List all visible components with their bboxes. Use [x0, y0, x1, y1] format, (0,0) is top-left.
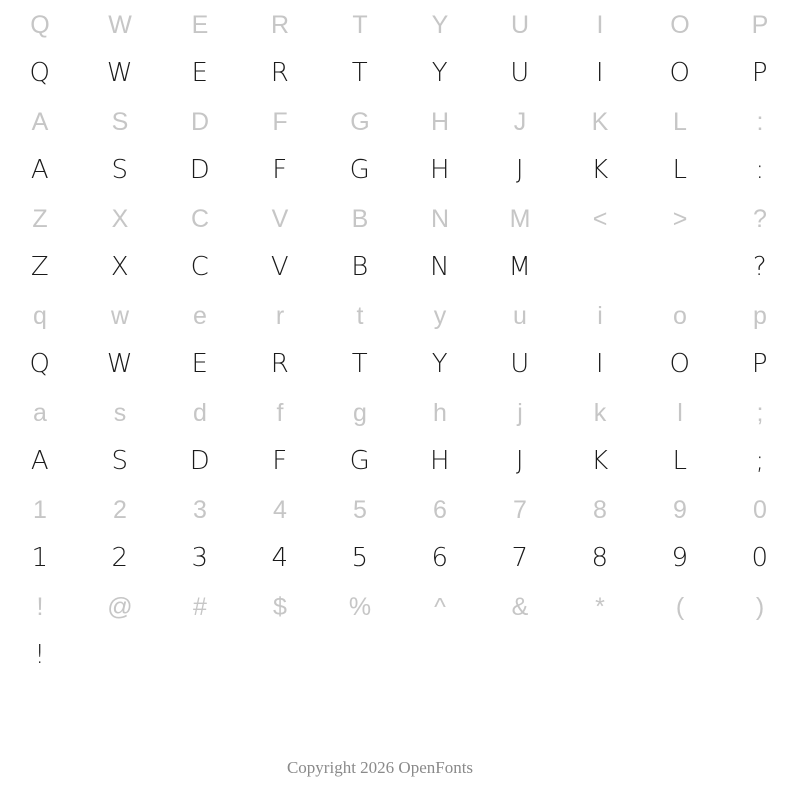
key-label: *	[595, 593, 605, 621]
glyph-cell: X	[110, 252, 130, 282]
key-label: R	[270, 11, 290, 39]
glyph-cell: M	[508, 252, 532, 282]
copyright-notice: Copyright 2026 OpenFonts	[286, 758, 474, 777]
key-label: l	[677, 399, 683, 427]
key-label: 3	[193, 496, 207, 524]
key-label-row	[0, 291, 800, 341]
key-label: F	[272, 108, 288, 136]
glyph-cell: 1	[31, 543, 49, 573]
key-label: ;	[756, 399, 764, 427]
key-label: H	[430, 108, 450, 136]
key-label-row	[0, 194, 800, 244]
key-label: M	[509, 205, 531, 233]
key-label: p	[753, 302, 767, 330]
glyph-cell: A	[30, 155, 50, 185]
key-label: &	[511, 593, 529, 621]
glyph-cell: O	[669, 58, 691, 88]
glyph-cell: L	[672, 446, 688, 476]
glyph-cell: A	[30, 446, 50, 476]
key-label: h	[433, 399, 447, 427]
glyph-cell: E	[191, 349, 209, 379]
key-label: A	[31, 108, 49, 136]
glyph-cell: :	[755, 155, 765, 185]
glyph-cell: B	[351, 252, 369, 282]
glyph-cell: Q	[29, 349, 51, 379]
key-label: e	[193, 302, 207, 330]
key-label: k	[593, 399, 607, 427]
key-label: 2	[113, 496, 127, 524]
key-label: X	[111, 205, 129, 233]
key-label: g	[353, 399, 367, 427]
glyph-cell: G	[349, 155, 371, 185]
glyph-cell: H	[429, 155, 451, 185]
glyph-cell: K	[591, 446, 609, 476]
key-label: 6	[433, 496, 447, 524]
glyph-cell: 6	[431, 543, 449, 573]
key-label: V	[271, 205, 289, 233]
glyph-cell: 7	[511, 543, 529, 573]
glyph-cell: E	[191, 58, 209, 88]
key-label: w	[110, 302, 130, 330]
glyph-cell: H	[429, 446, 451, 476]
glyph-cell: V	[270, 252, 290, 282]
key-label: B	[351, 205, 369, 233]
glyph-block	[0, 194, 800, 291]
glyph-cell: ;	[755, 446, 765, 476]
glyph-cell: G	[349, 446, 371, 476]
key-label: %	[348, 593, 372, 621]
key-label: ^	[434, 593, 446, 621]
key-label: K	[591, 108, 609, 136]
glyph-cell: P	[751, 58, 769, 88]
glyph-cell: 2	[111, 543, 129, 573]
glyph-cell: S	[111, 155, 129, 185]
key-label: u	[513, 302, 527, 330]
glyph-cell: D	[189, 155, 211, 185]
key-label: L	[673, 108, 687, 136]
glyph-cell	[640, 244, 720, 291]
key-label: 8	[593, 496, 607, 524]
glyph-cell: 0	[751, 543, 769, 573]
key-label: I	[596, 11, 604, 39]
key-label: O	[670, 11, 690, 39]
key-label: (	[675, 593, 685, 621]
glyph-cell: J	[515, 446, 525, 476]
glyph-cell	[240, 632, 320, 679]
glyph-cell: !	[34, 640, 46, 670]
glyph-cell: L	[672, 155, 688, 185]
glyph-cell: S	[111, 446, 129, 476]
key-label-row	[0, 485, 800, 535]
key-label: J	[513, 108, 527, 136]
key-label: $	[273, 593, 287, 621]
glyph-block	[0, 0, 800, 97]
glyph-cell	[720, 632, 800, 679]
glyph-cell	[560, 244, 640, 291]
glyph-cell: W	[106, 349, 134, 379]
key-label: 5	[353, 496, 367, 524]
key-label-row	[0, 97, 800, 147]
key-label-row	[0, 0, 800, 50]
glyph-cell: O	[669, 349, 691, 379]
glyph-cell: T	[351, 58, 369, 88]
key-label: j	[517, 399, 523, 427]
glyph-cell	[560, 632, 640, 679]
key-label: 0	[753, 496, 767, 524]
key-label: ?	[753, 205, 767, 233]
glyph-row	[0, 147, 800, 194]
glyph-cell: R	[270, 58, 290, 88]
glyph-cell: 4	[271, 543, 289, 573]
key-label: N	[430, 205, 450, 233]
glyph-row	[0, 341, 800, 388]
key-label: y	[433, 302, 447, 330]
key-label: T	[352, 11, 368, 39]
key-label: D	[190, 108, 210, 136]
key-label: 9	[673, 496, 687, 524]
key-label: <	[592, 205, 608, 233]
key-label: 4	[273, 496, 287, 524]
key-label: !	[36, 593, 44, 621]
glyph-cell	[480, 632, 560, 679]
key-label: r	[275, 302, 285, 330]
glyph-row	[0, 438, 800, 485]
glyph-cell	[160, 632, 240, 679]
glyph-cell	[320, 632, 400, 679]
glyph-cell: ?	[752, 252, 768, 282]
glyph-cell: Q	[29, 58, 51, 88]
glyph-cell: F	[272, 446, 288, 476]
glyph-cell: K	[591, 155, 609, 185]
glyph-cell: 5	[351, 543, 369, 573]
glyph-block	[0, 291, 800, 388]
key-label: i	[597, 302, 603, 330]
key-label: Z	[32, 205, 48, 233]
key-label: #	[193, 593, 207, 621]
key-label: s	[113, 399, 127, 427]
glyph-cell: Y	[431, 58, 449, 88]
glyph-cell: R	[270, 349, 290, 379]
glyph-cell: F	[272, 155, 288, 185]
key-label: a	[33, 399, 47, 427]
glyph-cell: Z	[30, 252, 50, 282]
key-label: W	[108, 11, 132, 39]
glyph-cell: Y	[431, 349, 449, 379]
key-label-row	[0, 388, 800, 438]
glyph-cell: D	[189, 446, 211, 476]
glyph-cell: N	[430, 252, 450, 282]
glyph-cell: W	[106, 58, 134, 88]
glyph-cell	[400, 632, 480, 679]
key-label: d	[193, 399, 207, 427]
key-label: q	[33, 302, 47, 330]
key-label: C	[190, 205, 210, 233]
key-label: )	[755, 593, 765, 621]
key-label: t	[356, 302, 364, 330]
glyph-block	[0, 388, 800, 485]
glyph-cell: 3	[191, 543, 209, 573]
key-label: P	[751, 11, 769, 39]
glyph-cell	[80, 632, 160, 679]
glyph-cell: U	[510, 58, 530, 88]
glyph-block	[0, 485, 800, 582]
glyph-row	[0, 535, 800, 582]
glyph-cell: I	[595, 58, 605, 88]
key-label: :	[756, 108, 764, 136]
glyph-block	[0, 582, 800, 679]
glyph-row	[0, 244, 800, 291]
key-label: U	[510, 11, 530, 39]
key-label: @	[107, 593, 133, 621]
key-label: o	[673, 302, 687, 330]
key-label: E	[191, 11, 209, 39]
key-label: Y	[431, 11, 449, 39]
glyph-cell: T	[351, 349, 369, 379]
glyph-cell: P	[751, 349, 769, 379]
glyph-cell: 8	[591, 543, 609, 573]
key-label: Q	[30, 11, 50, 39]
key-label: S	[111, 108, 129, 136]
key-label: f	[276, 399, 284, 427]
glyph-cell	[640, 632, 720, 679]
glyph-cell: J	[515, 155, 525, 185]
glyph-cell: U	[510, 349, 530, 379]
glyph-row	[0, 50, 800, 97]
glyph-cell: C	[190, 252, 210, 282]
glyph-cell: 9	[671, 543, 689, 573]
key-label: 7	[513, 496, 527, 524]
key-label: >	[672, 205, 688, 233]
glyph-block	[0, 97, 800, 194]
key-label-row	[0, 582, 800, 632]
key-label: 1	[33, 496, 47, 524]
glyph-row	[0, 632, 800, 679]
key-label: G	[350, 108, 370, 136]
glyph-cell: I	[595, 349, 605, 379]
